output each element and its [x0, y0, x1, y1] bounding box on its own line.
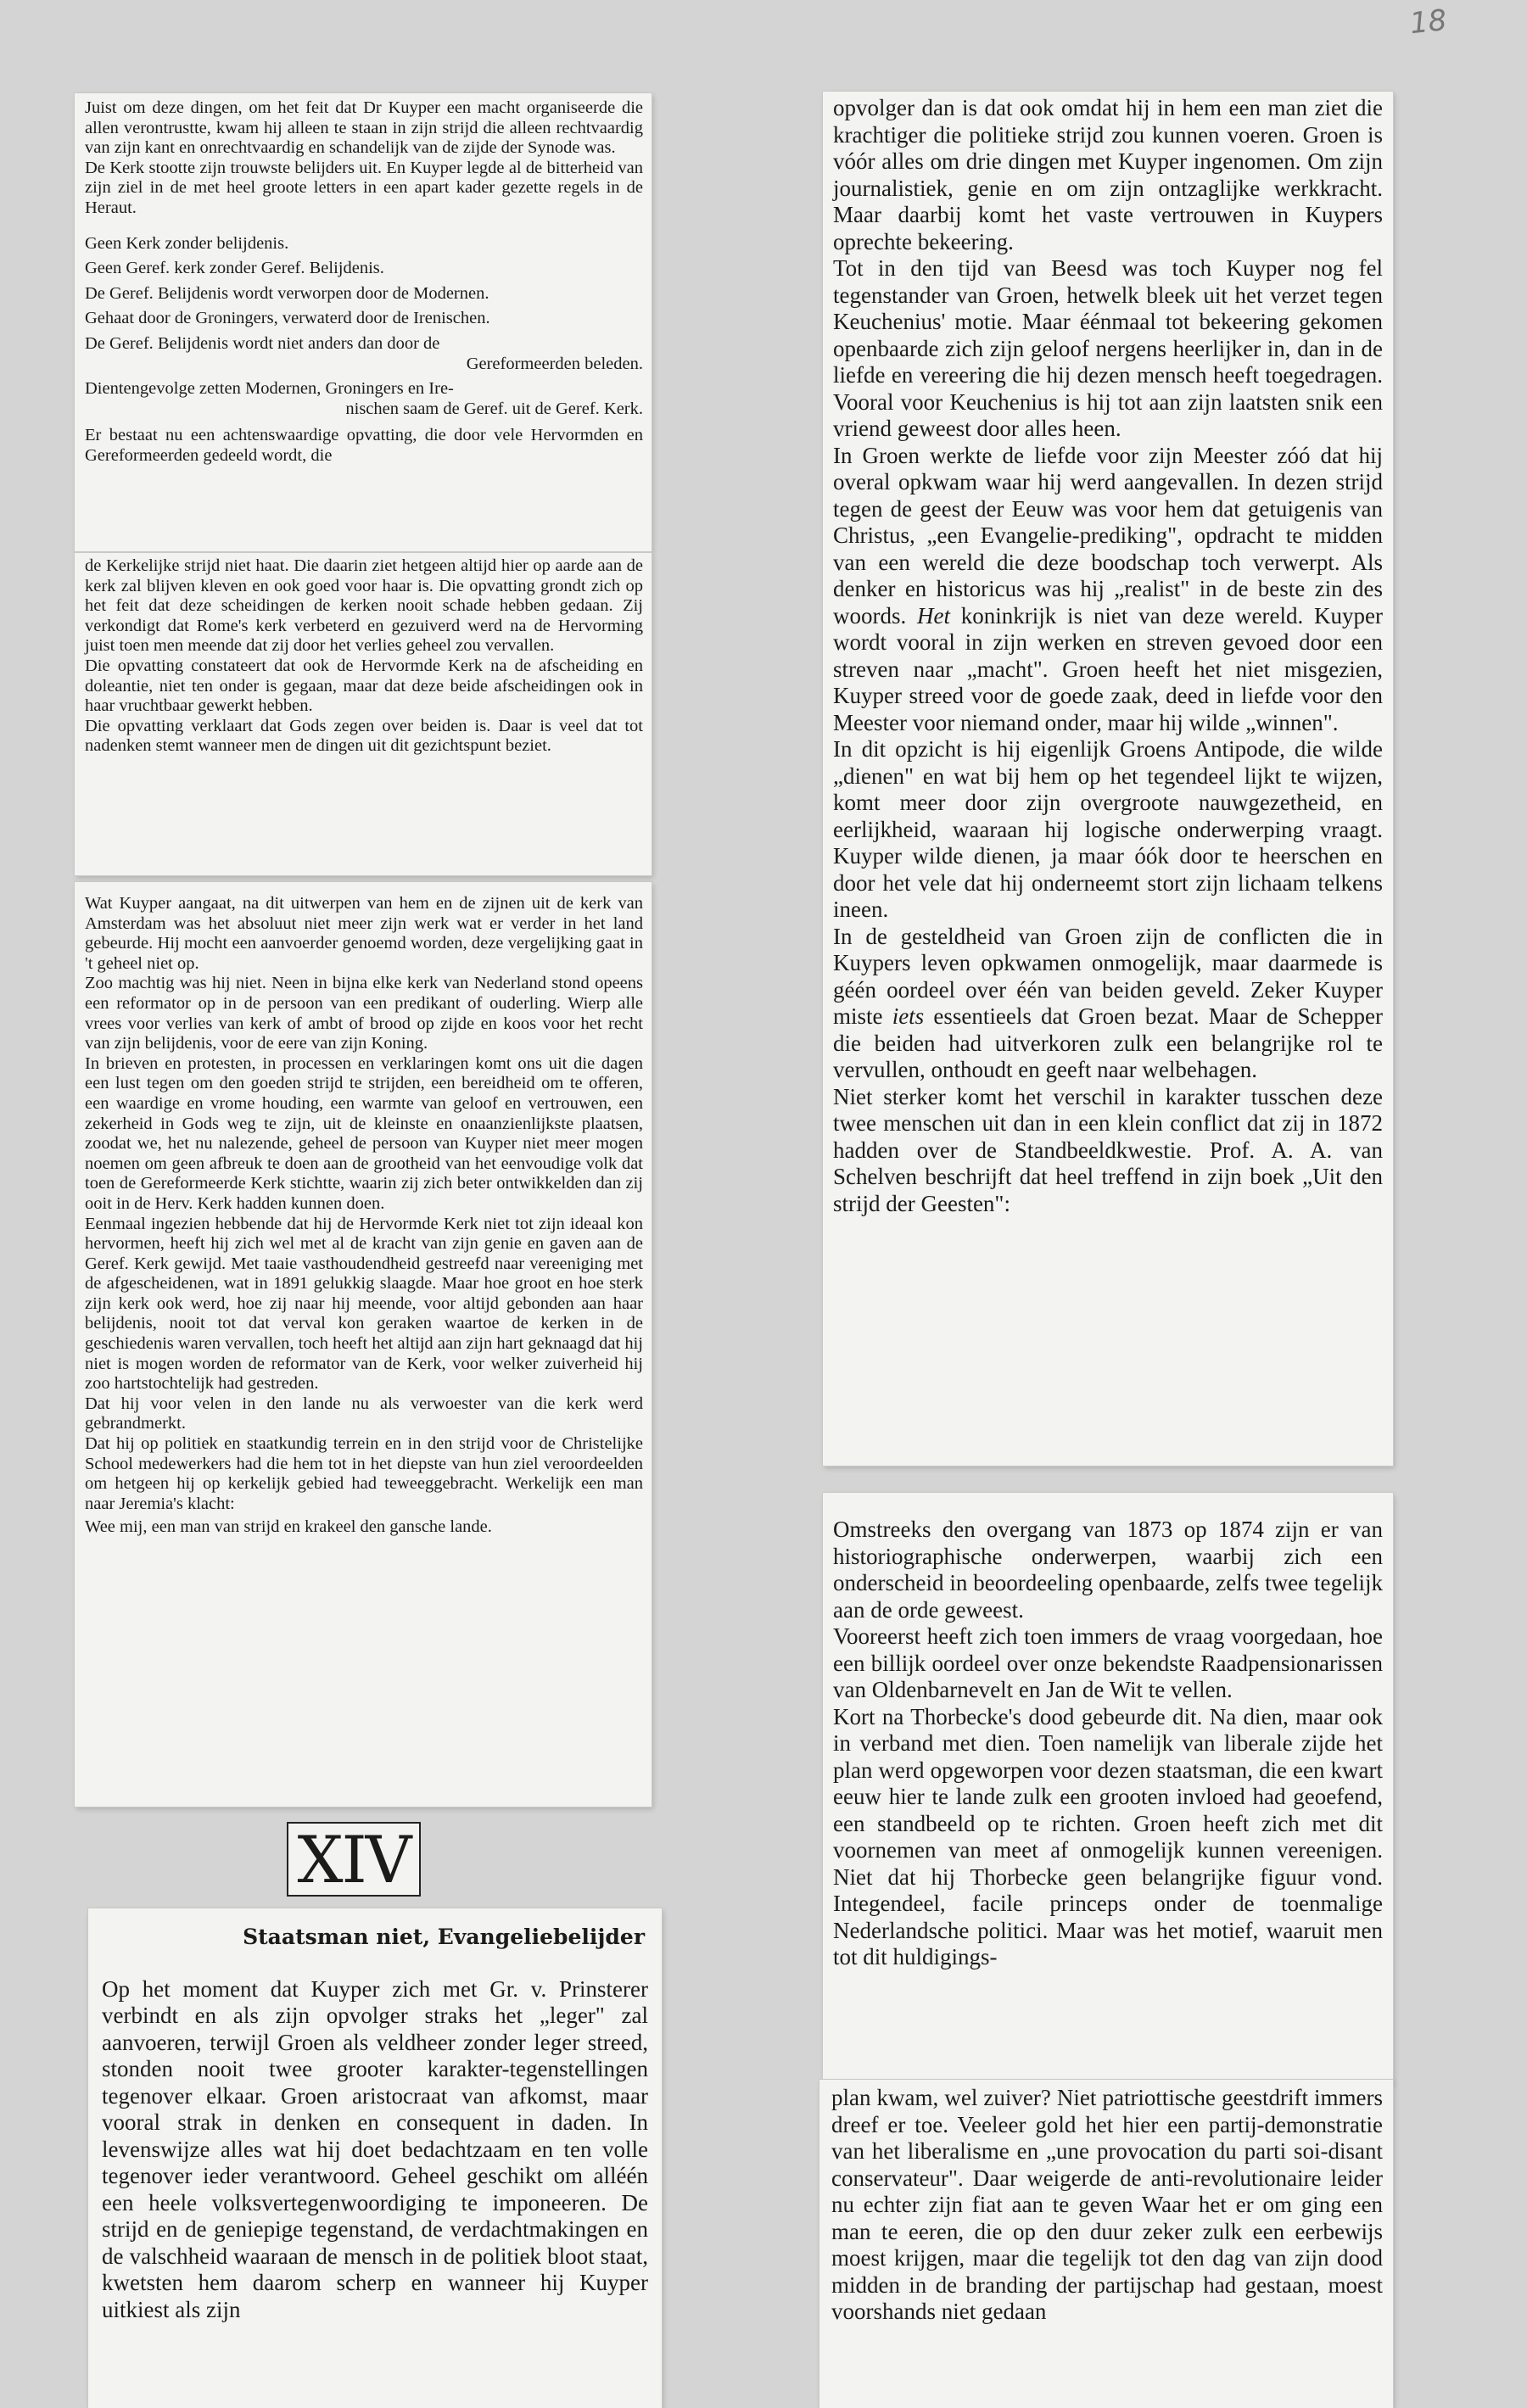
- text-run: essentieels dat Groen bezat. Maar de Schepper die beiden had uitverkoren zulk een belangrijke rol te vervullen, onthoudt en geeft naar welbehagen.: [833, 1003, 1383, 1082]
- chapter-title: Staatsman niet, Evangeliebelijder: [243, 1925, 645, 1949]
- text-run: In Groen werkte de liefde voor zijn Meester zóó dat hij overal opkwam waar hij werd aangevallen. In dezen strijd tegen de geest der Eeuw was voor hem dat getuigenis van Christus, „een Evangelie-prediking", opdracht te midden van een wereld die deze boodschap toch verwerpt. Als denker en historicus was hij „realist" in de beste zin des woords.: [833, 442, 1383, 629]
- paragraph: Dat hij op politiek en staatkundig terrein en in den strijd voor de Christelijke School medewerkers had die hem tot in het diepste van hun ziel veroordeelden om hetgeen hij op kerkelijk gebied had teweeggebracht. Werkelijk een man naar Jeremia's klacht:: [85, 1434, 643, 1513]
- paragraph: opvolger dan is dat ook omdat hij in hem een man ziet die krachtiger die politieke strijd zou kunnen voeren. Groen is vóór alles om drie dingen met Kuyper ingenomen. Om zijn journalistiek, genie en om zijn ontzaglijke werkkracht. Maar daarbij komt het vaste vertrouwen in Kuypers oprechte bekeering.: [833, 95, 1383, 254]
- page-number: 18: [1408, 3, 1449, 42]
- slogan-line: Gehaat door de Groningers, verwaterd door de Irenischen.: [85, 309, 490, 328]
- slogan-line: Gereformeerden beleden.: [466, 354, 643, 373]
- paragraph: Tot in den tijd van Beesd was toch Kuyper nog fel tegenstander van Groen, hetwelk bleek uit het verzet tegen Keuchenius' motie. Maar éénmaal tot bekeering gekomen openbaarde zich zijn geloof nergens heerlijker in, dan in de liefde en vereering die hij dezen mensch heeft toegedragen. Vooral voor Keuchenius is hij tot aan zijn laatsten snik een vriend geweest door alles heen.: [833, 255, 1383, 441]
- slogan-line: De Geref. Belijdenis wordt verworpen door de Modernen.: [85, 283, 489, 303]
- paragraph: Er bestaat nu een achtenswaardige opvatting, die door vele Hervormden en Gereformeerden gedeeld wordt, die: [85, 426, 643, 465]
- left-clipping-3: [75, 882, 652, 1807]
- slogan-line: nischen saam de Geref. uit de Geref. Kerk.: [345, 399, 643, 418]
- paragraph: Niet sterker komt het verschil in karakter tusschen deze twee menschen uit dan in een klein conflict dat zij in 1872 hadden over de Standbeeldkwestie. Prof. A. A. van Schelven beschrijft dat heel treffend in zijn boek „Uit den strijd der Geesten":: [833, 1083, 1383, 1216]
- emphasis: iets: [892, 1003, 925, 1029]
- right-clipping-1: [823, 92, 1393, 1466]
- paragraph: De Kerk stootte zijn trouwste belijders uit. En Kuyper legde al de bitterheid van zijn ziel in de met heel groote letters in een apart kader gezette regels in de Heraut.: [85, 158, 643, 217]
- paragraph: plan kwam, wel zuiver? Niet patriottische geestdrift immers dreef er toe. Veeleer gold het hier een partij-demonstratie van het liberalisme en „une provocation du parti soi-disant conservateur". Daar weigerde de anti-revolutionaire leider nu echter zijn fiat aan te geven Waar het er om ging een man te eeren, die op den duur zeker zulk een eerbewijs moest krijgen, maar die tegelijk tot den dag van zijn dood midden in de branding der partijschap had gestaan, moest voorshands niet gedaan: [831, 2085, 1383, 2324]
- paragraph: Die opvatting constateert dat ook de Hervormde Kerk na de afscheiding en doleantie, niet ten onder is gegaan, maar dat deze beide afscheidingen ook in haar vruchtbaar gewerkt hebben.: [85, 656, 643, 716]
- slogan-line: Dientengevolge zetten Modernen, Groningers en Ire-: [85, 379, 454, 399]
- paragraph: [833, 443, 1383, 737]
- slogan-line: De Geref. Belijdenis wordt niet anders dan door de: [85, 333, 440, 353]
- right-clipping-3: [819, 2080, 1393, 2408]
- left-clipping-1: [75, 93, 652, 551]
- closing-line: Wee mij, een man van strijd en krakeel den gansche lande.: [85, 1517, 492, 1537]
- paragraph: de Kerkelijke strijd niet haat. Die daarin ziet hetgeen altijd hier op aarde aan de kerk zal blijven kleven en ook goed voor haar is. Die opvatting grondt zich op het feit dat deze scheidingen de kerken nooit schade hebben gedaan. Zij verkondigt dat Rome's kerk verbeterd en gezuiverd werd na de Hervorming juist toen men meende dat zij door het verlies geheel zou vervallen.: [85, 556, 643, 656]
- chapter-numeral: XIV: [288, 1824, 419, 1895]
- text-run: koninkrijk is niet van deze wereld. Kuyper wordt vooral in zijn werken en streven gevoed door een streven naar „macht". Groen heeft het niet misgezien, Kuyper streed voor de goede zaak, deed in liefde voor den Meester voor niemand onder, maar hij wilde „winnen".: [833, 602, 1384, 735]
- paragraph: Dat hij voor velen in den lande nu als verwoester van die kerk werd gebrandmerkt.: [85, 1394, 643, 1433]
- paragraph: Eenmaal ingezien hebbende dat hij de Hervormde Kerk niet tot zijn ideaal kon hervormen, heeft hij zich wel met al de kracht van zijn genie en gaven aan de Geref. Kerk gewijd. Met taaie vasthoudendheid gestreefd naar vereeniging met de afgescheidenen, wat in 1891 gelukkig slaagde. Maar hoe groot en hoe sterk zijn kerk ook werd, hoe zij naar hij meende, voor altijd gebonden aan haar belijdenis, nooit tot dat verval kon geraken waartoe de kerken in de geschiedenis waren vervallen, toch heeft het altijd aan zijn hart geknaagd dat hij niet is mogen worden de reformator van de Kerk, voor welker zuiverheid hij zoo hartstochtelijk had gestreden.: [85, 1214, 643, 1394]
- paragraph: Omstreeks den overgang van 1873 op 1874 zijn er van historiographische onderwerpen, waarbij zich een onderscheid in beoordeeling openbaarde, zelfs twee tegelijk aan de orde geweest.: [833, 1517, 1383, 1623]
- paragraph: [833, 924, 1383, 1084]
- paragraph: Kort na Thorbecke's dood gebeurde dit. Na dien, maar ook in verband met dien. Toen namelijk van liberale zijde het plan werd opgeworpen voor dezen staatsman, die een kwart eeuw hier te lande zulk een grooten invloed had geoefend, een standbeeld op te richten. Groen heeft zich met dit voornemen van meet af onmogelijk kunnen vereenigen. Niet dat hij Thorbecke geen belangrijke figuur vond. Integendeel, facile princeps onder de toenmalige Nederlandsche politici. Maar was het motief, waaruit men tot dit huldigings-: [833, 1703, 1383, 1969]
- slogan-line: Geen Kerk zonder belijdenis.: [85, 233, 289, 253]
- paragraph: Die opvatting verklaart dat Gods zegen over beiden is. Daar is veel dat tot nadenken stemt wanneer men de dingen uit dit gezichtspunt beziet.: [85, 716, 643, 756]
- left-clipping-2: [75, 553, 652, 875]
- paragraph: In brieven en protesten, in processen en verklaringen komt ons uit die dagen een lust tegen om den goeden strijd te strijden, een bereidheid om te offeren, een waardige en vrome houding, een warmte van geloof en vertrouwen, een zekerheid in Gods weg te zijn, uit de kleinste en onaanzienlijkste plaatsen, zoodat we, het nu nalezende, geheel de persoon van Kuyper niet meer mogen noemen om geen afbreuk te doen aan de grootheid van het eenvoudige volk dat toen de Gereformeerde Kerk stichtte, waarin zij zich beter ontwikkelden dan zij ooit in de Herv. Kerk hadden kunnen doen.: [85, 1053, 643, 1213]
- paragraph: Wat Kuyper aangaat, na dit uitwerpen van hem en de zijnen uit de kerk van Amsterdam was het absoluut niet meer zijn werk wat er verder in het land gebeurde. Hij mocht een aanvoerder genoemd worden, deze vergelijking gaat in 't geheel niet op.: [85, 894, 643, 973]
- slogan-line: Geen Geref. kerk zonder Geref. Belijdenis.: [85, 259, 384, 278]
- left-clipping-chapter: [88, 1908, 662, 2408]
- paragraph: In dit opzicht is hij eigenlijk Groens Antipode, die wilde „dienen" en wat bij hem op het tegendeel lijkt te wijzen, komt meer door zijn overgroote nauwgezetheid, en eerlijkheid, waaraan hij logische onderwerping vraagt. Kuyper wilde dienen, ja maar óók door te heerschen en door het vele dat hij onderneemt stort zijn lichaam telkens ineen.: [833, 736, 1383, 922]
- text-run: In de gesteldheid van Groen zijn de conflicten die in Kuypers leven opkwamen onmogelijk, maar daarmede is géén oordeel over één van beiden geveld. Zeker Kuyper miste: [833, 923, 1383, 1029]
- paragraph: Juist om deze dingen, om het feit dat Dr Kuyper een macht organiseerde die allen verontrustte, kwam hij alleen te staan in zijn strijd die alleen rechtvaardig van zijn kant en onrechtvaardig en schandelijk van de zijde der Synode was.: [85, 98, 643, 158]
- paragraph: Vooreerst heeft zich toen immers de vraag voorgedaan, hoe een billijk oordeel over onze bekendste Raadpensionarissen van Oldenbarnevelt en Jan de Wit te vellen.: [833, 1623, 1383, 1702]
- emphasis: Het: [917, 602, 951, 629]
- paragraph: Zoo machtig was hij niet. Neen in bijna elke kerk van Nederland stond opeens een reformator op in de persoon van een predikant of ouderling. Wierp alle vrees voor verlies van kerk of ambt of brood op zijde en koos voor het recht van zijn belijdenis, voor de eere van zijn Koning.: [85, 974, 643, 1053]
- right-clipping-2: [823, 1493, 1393, 2082]
- paragraph: Op het moment dat Kuyper zich met Gr. v. Prinsterer verbindt en als zijn opvolger straks het „leger" zal aanvoeren, terwijl Groen als veldheer zonder leger streed, stonden nooit twee grooter karakter-tegenstellingen tegenover elkaar. Groen aristocraat van afkomst, maar vooral strak in denken en consequent in daden. In levenswijze alles wat hij doet bedachtzaam en ten volle tegenover ieder verantwoord. Geheel geschikt om alléén een heele volksvertegenwoordiging te imponeeren. De strijd en de geniepige tegenstand, de verdachtmakingen en de valschheid waaraan de mensch in de politiek bloot staat, kwetsten hem daarom scherp en wanneer hij Kuyper uitkiest als zijn: [102, 1975, 648, 2322]
